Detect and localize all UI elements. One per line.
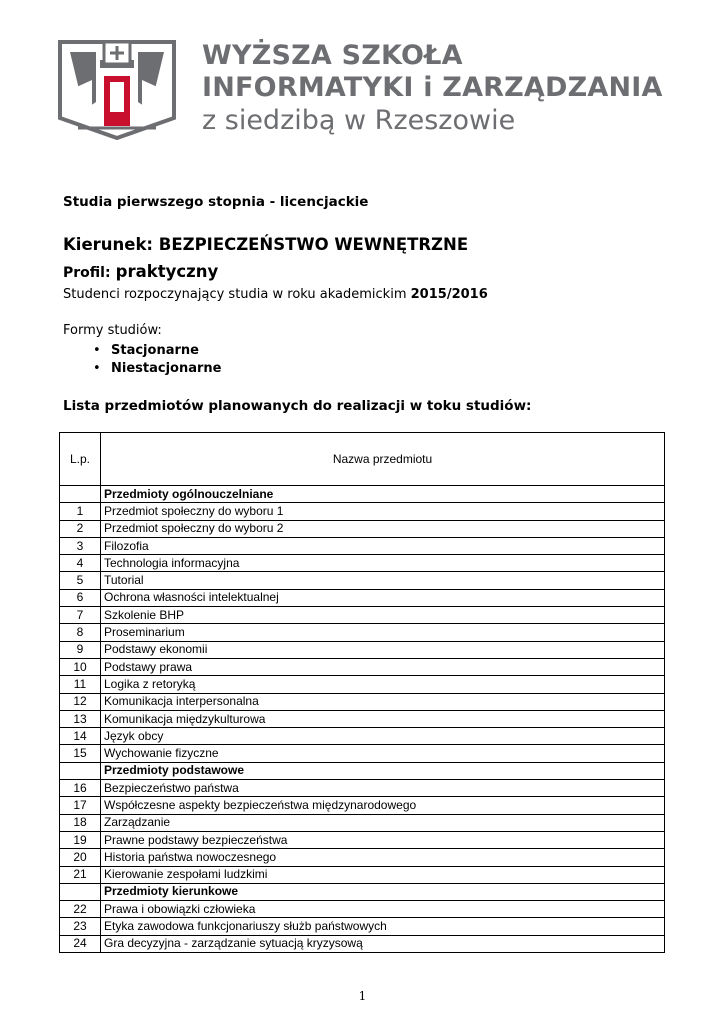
- group-name-cell: Przedmioty ogólnouczelniane: [101, 486, 665, 503]
- subject-name-cell: Przedmiot społeczny do wyboru 1: [101, 503, 665, 520]
- header: [58, 38, 678, 148]
- table-row: [60, 693, 665, 710]
- subject-name-cell: Podstawy prawa: [101, 658, 665, 675]
- table-row: [60, 780, 665, 797]
- group-name-cell: Przedmioty kierunkowe: [101, 883, 665, 900]
- subject-name-cell: Etyka zawodowa funkcjonariuszy służb państwowych: [101, 918, 665, 935]
- lp-cell: 20: [60, 849, 101, 866]
- table-row: [60, 814, 665, 831]
- subject-name-cell: Proseminarium: [101, 624, 665, 641]
- lp-cell: 14: [60, 728, 101, 745]
- students-text: Studenci rozpoczynający studia w roku akademickim: [63, 287, 407, 302]
- lp-cell: 2: [60, 520, 101, 537]
- table-row: [60, 520, 665, 537]
- lp-cell: 24: [60, 935, 101, 952]
- group-name-cell: Przedmioty podstawowe: [101, 762, 665, 779]
- list-item: • Stacjonarne: [93, 342, 221, 360]
- lp-cell: 18: [60, 814, 101, 831]
- subjects-table: [59, 432, 665, 953]
- table-row: [60, 537, 665, 554]
- table-row: [60, 589, 665, 606]
- table-row: [60, 849, 665, 866]
- page-number: 1: [358, 989, 367, 1003]
- forms-list: [93, 342, 221, 378]
- subjects-heading: Lista przedmiotów planowanych do realizacji w toku studiów:: [63, 398, 532, 414]
- table-row: [60, 572, 665, 589]
- brand-line3: z siedzibą w Rzeszowie: [202, 105, 516, 136]
- brand-line2: INFORMATYKI i ZARZĄDZANIA: [202, 72, 663, 103]
- lp-cell: 7: [60, 607, 101, 624]
- table-row: [60, 676, 665, 693]
- table-row: [60, 503, 665, 520]
- lp-cell: 13: [60, 710, 101, 727]
- lp-cell: 6: [60, 589, 101, 606]
- table-row: [60, 658, 665, 675]
- formy-label: Formy studiów:: [63, 323, 162, 338]
- table-group-row: [60, 883, 665, 900]
- subject-name-cell: Komunikacja międzykulturowa: [101, 710, 665, 727]
- table-row: [60, 607, 665, 624]
- lp-cell: 21: [60, 866, 101, 883]
- subject-name-cell: Gra decyzyjna - zarządzanie sytuacją kryzysową: [101, 935, 665, 952]
- lp-cell: 10: [60, 658, 101, 675]
- subject-name-cell: Filozofia: [101, 537, 665, 554]
- table-row: [60, 555, 665, 572]
- group-lp-cell: [60, 486, 101, 503]
- subject-name-cell: Ochrona własności intelektualnej: [101, 589, 665, 606]
- lp-cell: 5: [60, 572, 101, 589]
- subject-name-cell: Język obcy: [101, 728, 665, 745]
- table-row: [60, 797, 665, 814]
- subject-name-cell: Komunikacja interpersonalna: [101, 693, 665, 710]
- brand-text: [202, 40, 663, 138]
- lp-cell: 1: [60, 503, 101, 520]
- subject-name-cell: Zarządzanie: [101, 814, 665, 831]
- lp-cell: 16: [60, 780, 101, 797]
- lp-cell: 23: [60, 918, 101, 935]
- col-header-name: Nazwa przedmiotu: [101, 433, 665, 486]
- subject-name-cell: Tutorial: [101, 572, 665, 589]
- lp-cell: 9: [60, 641, 101, 658]
- table-row: [60, 918, 665, 935]
- lp-cell: 3: [60, 537, 101, 554]
- table-body: [60, 486, 665, 953]
- kierunek-title: Kierunek: BEZPIECZEŃSTWO WEWNĘTRZNE: [63, 235, 469, 254]
- group-lp-cell: [60, 762, 101, 779]
- profil: [63, 262, 218, 281]
- table-row: [60, 831, 665, 848]
- lp-cell: 11: [60, 676, 101, 693]
- table-row: [60, 866, 665, 883]
- table-group-row: [60, 762, 665, 779]
- subject-name-cell: Kierowanie zespołami ludzkimi: [101, 866, 665, 883]
- lp-cell: 15: [60, 745, 101, 762]
- lp-cell: 17: [60, 797, 101, 814]
- subject-name-cell: Wychowanie fizyczne: [101, 745, 665, 762]
- subject-name-cell: Logika z retoryką: [101, 676, 665, 693]
- profil-value: praktyczny: [115, 262, 219, 281]
- students-line: [63, 287, 488, 302]
- table-row: [60, 710, 665, 727]
- subject-name-cell: Technologia informacyjna: [101, 555, 665, 572]
- subject-name-cell: Podstawy ekonomii: [101, 641, 665, 658]
- table-row: [60, 641, 665, 658]
- students-year: 2015/2016: [410, 287, 488, 302]
- study-level: Studia pierwszego stopnia - licencjackie: [63, 194, 369, 210]
- subject-name-cell: Przedmiot społeczny do wyboru 2: [101, 520, 665, 537]
- subject-name-cell: Prawne podstawy bezpieczeństwa: [101, 831, 665, 848]
- lp-cell: 19: [60, 831, 101, 848]
- brand-line1: WYŻSZA SZKOŁA: [202, 40, 463, 71]
- table-row: [60, 624, 665, 641]
- subject-name-cell: Historia państwa nowoczesnego: [101, 849, 665, 866]
- subject-name-cell: Współczesne aspekty bezpieczeństwa międzynarodowego: [101, 797, 665, 814]
- profil-label: Profil:: [63, 265, 111, 281]
- subject-name-cell: Prawa i obowiązki człowieka: [101, 901, 665, 918]
- lp-cell: 4: [60, 555, 101, 572]
- list-item: • Niestacjonarne: [93, 360, 221, 378]
- lp-cell: 12: [60, 693, 101, 710]
- subject-name-cell: Szkolenie BHP: [101, 607, 665, 624]
- col-header-lp: L.p.: [60, 433, 101, 486]
- table-row: [60, 745, 665, 762]
- table-row: [60, 935, 665, 952]
- group-lp-cell: [60, 883, 101, 900]
- lp-cell: 8: [60, 624, 101, 641]
- subject-name-cell: Bezpieczeństwo państwa: [101, 780, 665, 797]
- table-row: [60, 728, 665, 745]
- table-header-row: [60, 433, 665, 486]
- table-row: [60, 901, 665, 918]
- lp-cell: 22: [60, 901, 101, 918]
- wsiz-crest-logo-icon: [58, 40, 176, 140]
- table-group-row: [60, 486, 665, 503]
